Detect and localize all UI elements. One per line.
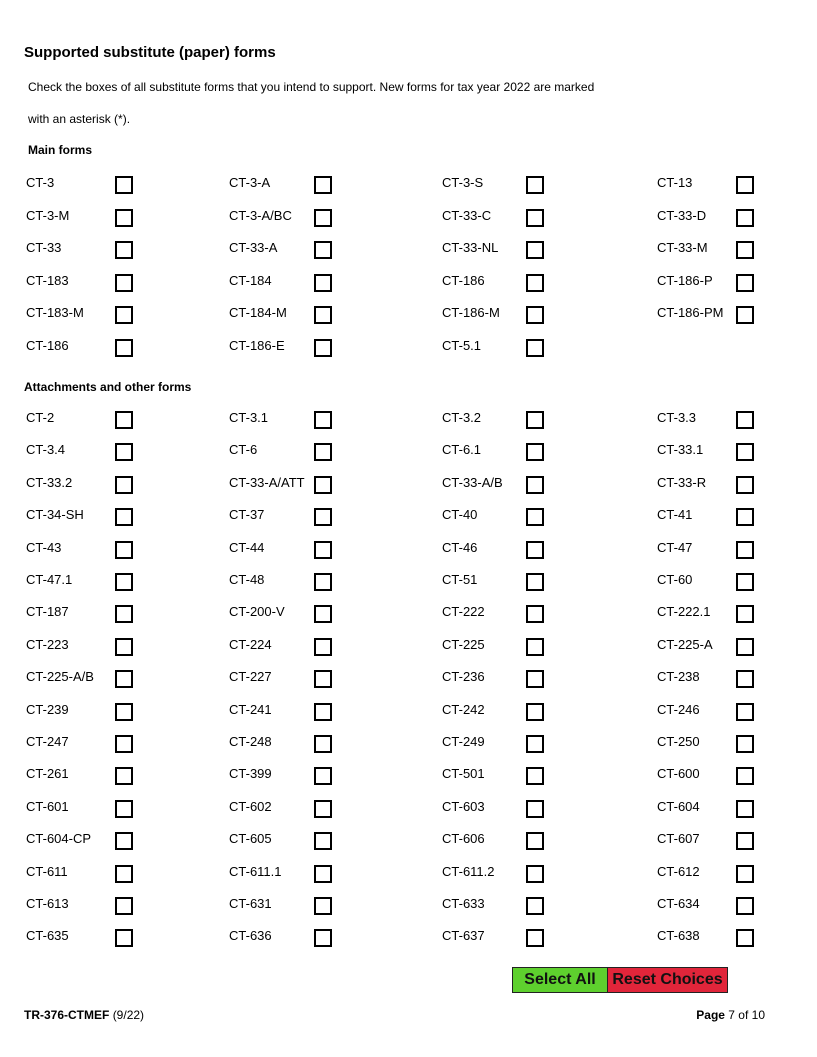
form-option-label: CT-239 bbox=[26, 701, 69, 717]
form-option-label: CT-186-E bbox=[229, 337, 285, 353]
form-option-checkbox[interactable] bbox=[736, 241, 754, 259]
form-option-checkbox[interactable] bbox=[115, 241, 133, 259]
form-option-label: CT-261 bbox=[26, 766, 69, 782]
form-option-label: CT-186 bbox=[26, 337, 69, 353]
form-option-checkbox[interactable] bbox=[115, 703, 133, 721]
form-option-checkbox[interactable] bbox=[314, 605, 332, 623]
form-option-label: CT-200-V bbox=[229, 604, 285, 620]
form-option-label: CT-241 bbox=[229, 701, 272, 717]
form-option-checkbox[interactable] bbox=[736, 605, 754, 623]
form-option-label: CT-501 bbox=[442, 766, 485, 782]
form-row bbox=[0, 893, 817, 917]
form-option-checkbox[interactable] bbox=[115, 767, 133, 785]
action-buttons bbox=[512, 967, 728, 993]
form-option-checkbox[interactable] bbox=[314, 176, 332, 194]
form-option-label: CT-246 bbox=[657, 701, 700, 717]
form-option-label: CT-34-SH bbox=[26, 507, 84, 523]
form-option-checkbox[interactable] bbox=[314, 703, 332, 721]
form-row bbox=[0, 407, 817, 431]
form-option-label: CT-33-R bbox=[657, 474, 707, 490]
form-option-label: CT-41 bbox=[657, 507, 693, 523]
form-row bbox=[0, 270, 817, 294]
form-row bbox=[0, 172, 817, 196]
form-option-checkbox[interactable] bbox=[526, 800, 544, 818]
form-option-checkbox[interactable] bbox=[115, 735, 133, 753]
form-option-label: CT-33-NL bbox=[442, 240, 499, 255]
form-option-label: CT-604 bbox=[657, 798, 700, 814]
form-option-label: CT-604-CP bbox=[26, 831, 92, 847]
form-option-checkbox[interactable] bbox=[314, 306, 332, 324]
form-option-label: CT-638 bbox=[657, 928, 700, 944]
form-option-checkbox[interactable] bbox=[115, 306, 133, 324]
form-row bbox=[0, 237, 817, 261]
form-option-label: CT-33-A/B bbox=[442, 474, 503, 490]
form-option-checkbox[interactable] bbox=[115, 573, 133, 591]
form-option-label: CT-47.1 bbox=[26, 572, 73, 587]
form-option-label: CT-187 bbox=[26, 604, 69, 620]
form-option-checkbox[interactable] bbox=[314, 476, 332, 494]
form-option-label: CT-611.2 bbox=[442, 863, 495, 879]
form-option-checkbox[interactable] bbox=[736, 176, 754, 194]
form-option-checkbox[interactable] bbox=[115, 508, 133, 526]
form-option-label: CT-222.1 bbox=[657, 604, 711, 620]
form-option-checkbox[interactable] bbox=[736, 508, 754, 526]
page-info: 7 of 10 bbox=[728, 1008, 765, 1022]
form-option-checkbox[interactable] bbox=[526, 703, 544, 721]
form-option-label: CT-3.1 bbox=[229, 410, 269, 425]
form-option-label: CT-224 bbox=[229, 636, 272, 652]
form-option-checkbox[interactable] bbox=[736, 800, 754, 818]
form-option-label: CT-631 bbox=[229, 896, 272, 911]
form-footer-id bbox=[24, 1008, 144, 1022]
form-option-checkbox[interactable] bbox=[526, 832, 544, 850]
form-option-label: CT-37 bbox=[229, 507, 265, 523]
form-option-label: CT-186-PM bbox=[657, 305, 724, 320]
form-option-label: CT-33 bbox=[26, 240, 62, 255]
page-title: Supported substitute (paper) forms bbox=[24, 44, 276, 61]
form-option-label: CT-225-A bbox=[657, 636, 713, 652]
form-option-checkbox[interactable] bbox=[526, 865, 544, 883]
form-option-checkbox[interactable] bbox=[314, 339, 332, 357]
form-option-checkbox[interactable] bbox=[526, 573, 544, 591]
form-option-checkbox[interactable] bbox=[736, 897, 754, 915]
form-option-checkbox[interactable] bbox=[736, 735, 754, 753]
form-option-label: CT-3-A bbox=[229, 175, 271, 190]
form-option-checkbox[interactable] bbox=[115, 541, 133, 559]
form-option-checkbox[interactable] bbox=[526, 411, 544, 429]
form-option-checkbox[interactable] bbox=[736, 274, 754, 292]
form-option-checkbox[interactable] bbox=[115, 176, 133, 194]
reset-choices-button[interactable]: Reset Choices bbox=[608, 967, 728, 993]
form-option-checkbox[interactable] bbox=[736, 670, 754, 688]
form-option-label: CT-3-S bbox=[442, 175, 484, 190]
form-option-label: CT-5.1 bbox=[442, 337, 482, 353]
form-option-checkbox[interactable] bbox=[115, 865, 133, 883]
form-option-label: CT-225-A/B bbox=[26, 669, 94, 685]
form-option-label: CT-46 bbox=[442, 539, 478, 555]
form-option-checkbox[interactable] bbox=[526, 306, 544, 324]
form-option-checkbox[interactable] bbox=[736, 411, 754, 429]
form-option-label: CT-2 bbox=[26, 410, 55, 425]
form-option-label: CT-40 bbox=[442, 507, 478, 523]
form-option-checkbox[interactable] bbox=[115, 832, 133, 850]
form-option-checkbox[interactable] bbox=[115, 411, 133, 429]
form-option-checkbox[interactable] bbox=[115, 274, 133, 292]
form-option-checkbox[interactable] bbox=[314, 573, 332, 591]
form-option-checkbox[interactable] bbox=[314, 209, 332, 227]
form-option-checkbox[interactable] bbox=[526, 638, 544, 656]
form-option-checkbox[interactable] bbox=[314, 638, 332, 656]
form-option-label: CT-611.1 bbox=[229, 863, 282, 879]
form-option-label: CT-60 bbox=[657, 572, 693, 587]
form-option-checkbox[interactable] bbox=[115, 897, 133, 915]
form-option-label: CT-51 bbox=[442, 572, 478, 587]
form-option-label: CT-48 bbox=[229, 572, 265, 587]
form-option-checkbox[interactable] bbox=[314, 508, 332, 526]
form-option-label: CT-33-A/ATT bbox=[229, 474, 305, 490]
form-option-label: CT-33-D bbox=[657, 207, 707, 223]
form-option-label: CT-3.3 bbox=[657, 410, 697, 425]
form-option-checkbox[interactable] bbox=[526, 209, 544, 227]
form-option-label: CT-186 bbox=[442, 272, 485, 288]
page-label: Page bbox=[696, 1008, 725, 1022]
form-option-checkbox[interactable] bbox=[526, 735, 544, 753]
form-option-checkbox[interactable] bbox=[526, 443, 544, 461]
form-option-checkbox[interactable] bbox=[526, 476, 544, 494]
form-option-label: CT-225 bbox=[442, 636, 485, 652]
form-option-label: CT-13 bbox=[657, 175, 693, 190]
form-option-checkbox[interactable] bbox=[526, 274, 544, 292]
form-option-checkbox[interactable] bbox=[115, 800, 133, 818]
form-option-label: CT-33-C bbox=[442, 207, 492, 223]
form-option-label: CT-248 bbox=[229, 734, 272, 749]
form-option-checkbox[interactable] bbox=[526, 241, 544, 259]
form-option-label: CT-44 bbox=[229, 539, 265, 555]
form-option-label: CT-634 bbox=[657, 896, 700, 911]
form-option-checkbox[interactable] bbox=[526, 670, 544, 688]
form-row bbox=[0, 472, 817, 496]
form-row bbox=[0, 925, 817, 949]
form-option-label: CT-184 bbox=[229, 272, 272, 288]
form-option-checkbox[interactable] bbox=[736, 865, 754, 883]
form-option-checkbox[interactable] bbox=[526, 767, 544, 785]
form-row bbox=[0, 601, 817, 625]
form-option-label: CT-47 bbox=[657, 539, 693, 555]
form-row bbox=[0, 335, 817, 359]
form-option-checkbox[interactable] bbox=[736, 929, 754, 947]
form-date: (9/22) bbox=[112, 1008, 145, 1022]
form-option-label: CT-43 bbox=[26, 539, 62, 555]
form-option-label: CT-3-A/BC bbox=[229, 207, 292, 223]
form-row bbox=[0, 569, 817, 593]
form-option-checkbox[interactable] bbox=[314, 670, 332, 688]
form-option-label: CT-183 bbox=[26, 272, 69, 288]
form-option-checkbox[interactable] bbox=[314, 929, 332, 947]
form-option-checkbox[interactable] bbox=[736, 703, 754, 721]
form-option-label: CT-33-M bbox=[657, 240, 708, 255]
page-number bbox=[696, 1008, 765, 1022]
form-option-checkbox[interactable] bbox=[526, 541, 544, 559]
form-option-label: CT-606 bbox=[442, 831, 485, 847]
form-option-label: CT-183-M bbox=[26, 305, 84, 320]
intro-text-line-1: Check the boxes of all substitute forms that you intend to support. New forms for tax year 2022 are marked bbox=[28, 80, 595, 94]
form-option-label: CT-612 bbox=[657, 863, 700, 879]
form-option-label: CT-186-M bbox=[442, 305, 500, 320]
form-option-label: CT-605 bbox=[229, 831, 272, 847]
form-row bbox=[0, 763, 817, 787]
form-option-checkbox[interactable] bbox=[115, 476, 133, 494]
form-row bbox=[0, 205, 817, 229]
form-option-label: CT-249 bbox=[442, 734, 485, 749]
form-option-checkbox[interactable] bbox=[314, 443, 332, 461]
form-option-checkbox[interactable] bbox=[314, 800, 332, 818]
form-option-label: CT-399 bbox=[229, 766, 272, 782]
form-option-label: CT-242 bbox=[442, 701, 485, 717]
form-option-checkbox[interactable] bbox=[314, 767, 332, 785]
form-id: TR-376-CTMEF bbox=[24, 1008, 110, 1022]
form-option-checkbox[interactable] bbox=[115, 638, 133, 656]
form-option-checkbox[interactable] bbox=[736, 832, 754, 850]
form-option-label: CT-184-M bbox=[229, 305, 287, 320]
form-option-label: CT-6.1 bbox=[442, 442, 482, 458]
form-option-checkbox[interactable] bbox=[526, 605, 544, 623]
form-option-label: CT-186-P bbox=[657, 272, 713, 288]
form-row bbox=[0, 302, 817, 326]
form-option-label: CT-33.1 bbox=[657, 442, 704, 458]
form-row bbox=[0, 504, 817, 528]
form-option-label: CT-633 bbox=[442, 896, 485, 911]
form-option-label: CT-637 bbox=[442, 928, 485, 944]
form-option-checkbox[interactable] bbox=[314, 865, 332, 883]
form-option-checkbox[interactable] bbox=[526, 929, 544, 947]
form-option-checkbox[interactable] bbox=[115, 443, 133, 461]
form-option-label: CT-600 bbox=[657, 766, 700, 782]
form-option-label: CT-603 bbox=[442, 798, 485, 814]
form-option-label: CT-3 bbox=[26, 175, 55, 190]
form-option-checkbox[interactable] bbox=[115, 605, 133, 623]
form-option-checkbox[interactable] bbox=[736, 541, 754, 559]
form-row bbox=[0, 634, 817, 658]
form-option-label: CT-227 bbox=[229, 669, 272, 685]
form-option-checkbox[interactable] bbox=[314, 411, 332, 429]
form-row bbox=[0, 731, 817, 755]
form-option-label: CT-611 bbox=[26, 863, 68, 879]
form-row bbox=[0, 861, 817, 885]
form-option-checkbox[interactable] bbox=[526, 508, 544, 526]
form-option-label: CT-3-M bbox=[26, 207, 70, 223]
form-option-label: CT-33.2 bbox=[26, 474, 73, 490]
form-option-checkbox[interactable] bbox=[314, 541, 332, 559]
form-option-checkbox[interactable] bbox=[115, 670, 133, 688]
form-option-label: CT-602 bbox=[229, 798, 272, 814]
form-option-label: CT-636 bbox=[229, 928, 272, 944]
form-option-label: CT-250 bbox=[657, 734, 700, 749]
form-option-label: CT-3.4 bbox=[26, 442, 66, 458]
form-option-label: CT-247 bbox=[26, 734, 69, 749]
form-row bbox=[0, 828, 817, 852]
form-option-label: CT-33-A bbox=[229, 240, 278, 255]
form-option-checkbox[interactable] bbox=[736, 443, 754, 461]
form-row bbox=[0, 439, 817, 463]
form-option-label: CT-236 bbox=[442, 669, 485, 685]
form-row bbox=[0, 537, 817, 561]
form-row bbox=[0, 699, 817, 723]
form-option-checkbox[interactable] bbox=[736, 306, 754, 324]
form-option-label: CT-635 bbox=[26, 928, 69, 944]
form-option-checkbox[interactable] bbox=[314, 241, 332, 259]
form-option-label: CT-613 bbox=[26, 896, 69, 911]
form-option-checkbox[interactable] bbox=[314, 832, 332, 850]
form-option-checkbox[interactable] bbox=[526, 176, 544, 194]
form-option-label: CT-601 bbox=[26, 798, 69, 814]
select-all-button[interactable]: Select All bbox=[512, 967, 608, 993]
form-option-label: CT-222 bbox=[442, 604, 485, 620]
form-option-checkbox[interactable] bbox=[526, 339, 544, 357]
form-option-checkbox[interactable] bbox=[115, 209, 133, 227]
form-option-label: CT-607 bbox=[657, 831, 700, 847]
form-option-checkbox[interactable] bbox=[314, 897, 332, 915]
intro-text-line-2: with an asterisk (*). bbox=[28, 112, 131, 126]
form-option-label: CT-238 bbox=[657, 669, 700, 685]
form-option-checkbox[interactable] bbox=[314, 274, 332, 292]
form-option-checkbox[interactable] bbox=[314, 735, 332, 753]
form-option-checkbox[interactable] bbox=[526, 897, 544, 915]
form-option-checkbox[interactable] bbox=[736, 476, 754, 494]
form-option-checkbox[interactable] bbox=[736, 209, 754, 227]
form-option-checkbox[interactable] bbox=[736, 767, 754, 785]
form-option-label: CT-3.2 bbox=[442, 410, 482, 425]
form-row bbox=[0, 796, 817, 820]
form-option-label: CT-223 bbox=[26, 636, 69, 652]
form-option-checkbox[interactable] bbox=[115, 929, 133, 947]
form-option-checkbox[interactable] bbox=[115, 339, 133, 357]
form-option-checkbox[interactable] bbox=[736, 638, 754, 656]
form-option-label: CT-6 bbox=[229, 442, 258, 458]
form-option-checkbox[interactable] bbox=[736, 573, 754, 591]
form-row bbox=[0, 666, 817, 690]
main-forms-heading: Main forms bbox=[28, 143, 93, 157]
attachments-heading: Attachments and other forms bbox=[24, 380, 192, 394]
